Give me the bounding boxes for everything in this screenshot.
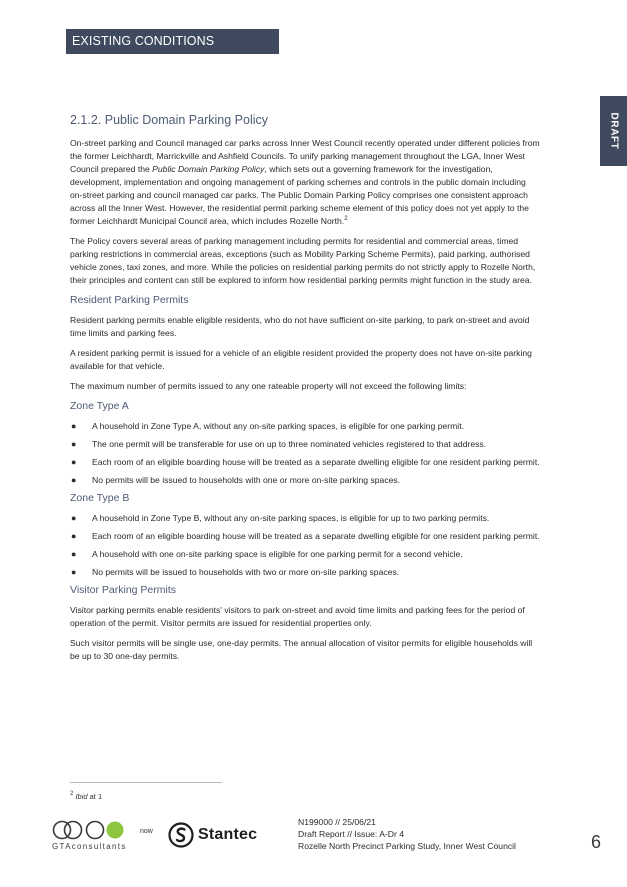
stantec-wordmark: Stantec	[198, 826, 258, 843]
bullet-icon: ●	[71, 439, 77, 449]
document-info	[298, 816, 516, 852]
list-item: ● No permits will be issued to households with two or more on-site parking spaces.	[71, 567, 400, 577]
section-heading: 2.1.2. Public Domain Parking Policy	[70, 113, 269, 127]
intro-paragraph-1: On-street parking and Council managed car parks across Inner West Council recently operated under different policies from the former Leichhardt, Marrickville and Ashfield Councils. To unify parking management throughout the LGA, Inner West Council prepared the Public Domain Parking Policy, which sets out a governing framework for the investigation, development, implementation and ongoing management of parking schemes and controls in the public domain including on-street parking and council managed car parks. The Public Domain Parking Policy comprises one consistent approach across all the Inner West. However, the residential permit parking scheme element of this policy does not yet apply to the former Leichhardt Municipal Council area, which includes Rozelle North.$^2$	[70, 138, 540, 226]
doc-title: Rozelle North Precinct Parking Study, Inner West Council	[298, 841, 516, 851]
list-item: ● The one permit will be transferable for use on up to three nominated vehicles registered to that address.	[71, 439, 487, 449]
bullet-icon: ●	[71, 421, 77, 431]
visitor-heading: Visitor Parking Permits	[70, 584, 177, 596]
footnote-ref[interactable]: 2	[344, 216, 348, 222]
main-content	[70, 112, 540, 670]
list-item: ● Each room of an eligible boarding house will be treated as a separate dwelling eligible for one resident parking permit.	[71, 457, 540, 467]
stantec-logo	[168, 821, 257, 849]
bullet-icon: ●	[71, 549, 77, 559]
intro-paragraph-2: The Policy covers several areas of parking management including permits for residential and commercial areas, timed parking restrictions in commercial areas, exceptions (such as Mobility Parking Scheme Permits), paid parking, authorised vehicle zones, taxi zones, and more. While the policies on residential parking permits do not strictly apply to Rozelle North, their principles and content can still be explored to inform how residential parking permits might function in the study area.	[70, 236, 536, 285]
zone-b-heading: Zone Type B	[70, 492, 130, 504]
draft-label: DRAFT	[608, 112, 619, 150]
zone-b-list	[70, 512, 540, 579]
bullet-icon: ●	[71, 567, 77, 577]
gta-wordmark: GTAconsultants	[52, 842, 127, 851]
zone-a-list	[70, 420, 540, 487]
resident-paragraph-3: The maximum number of permits issued to any one rateable property will not exceed the following limits:	[70, 381, 467, 391]
page-number: 6	[591, 832, 602, 852]
bullet-icon: ●	[71, 475, 77, 485]
resident-heading: Resident Parking Permits	[70, 294, 189, 306]
bullet-icon: ●	[71, 457, 77, 467]
draft-tab	[600, 96, 627, 166]
list-item: ● Each room of an eligible boarding house will be treated as a separate dwelling eligible for one resident parking permit.	[71, 531, 540, 541]
visitor-paragraph-2: Such visitor permits will be single use, one-day permits. The annual allocation of visitor permits for eligible households will be up to 30 one-day permits.	[70, 638, 533, 661]
bullet-icon: ●	[71, 531, 77, 541]
zone-a-heading: Zone Type A	[70, 400, 129, 412]
footnote: $^2$ Ibid at 1	[70, 791, 103, 801]
resident-paragraph-2: A resident parking permit is issued for a vehicle of an eligible resident provided the property does not have on-site parking available for that vehicle.	[70, 348, 532, 371]
now-label: now	[140, 828, 153, 835]
doc-reference: N199000 // 25/06/21	[298, 817, 376, 827]
visitor-paragraph-1: Visitor parking permits enable residents' visitors to park on-street and avoid time limits and parking fees for the period of operation of the permit. Visitor permits are issued for residential properties only.	[70, 605, 525, 628]
resident-paragraph-1: Resident parking permits enable eligible residents, who do not have sufficient on-site parking, to park on-street and avoid time limits and parking fees.	[70, 315, 530, 338]
section-banner: EXISTING CONDITIONS	[66, 29, 279, 54]
list-item: ● A household with one on-site parking space is eligible for one parking permit for a second vehicle.	[71, 549, 463, 559]
list-item: ● A household in Zone Type A, without any on-site parking spaces, is eligible for one parking permit.	[71, 421, 464, 431]
list-item: ● A household in Zone Type B, without any on-site parking spaces, is eligible for up to two parking permits.	[71, 513, 490, 523]
bullet-icon: ●	[71, 513, 77, 523]
stantec-mark-icon	[168, 822, 194, 848]
footnote-divider	[70, 782, 222, 783]
list-item: ● No permits will be issued to households with one or more on-site parking spaces.	[71, 475, 401, 485]
doc-issue: Draft Report // Issue: A-Dr 4	[298, 829, 405, 839]
